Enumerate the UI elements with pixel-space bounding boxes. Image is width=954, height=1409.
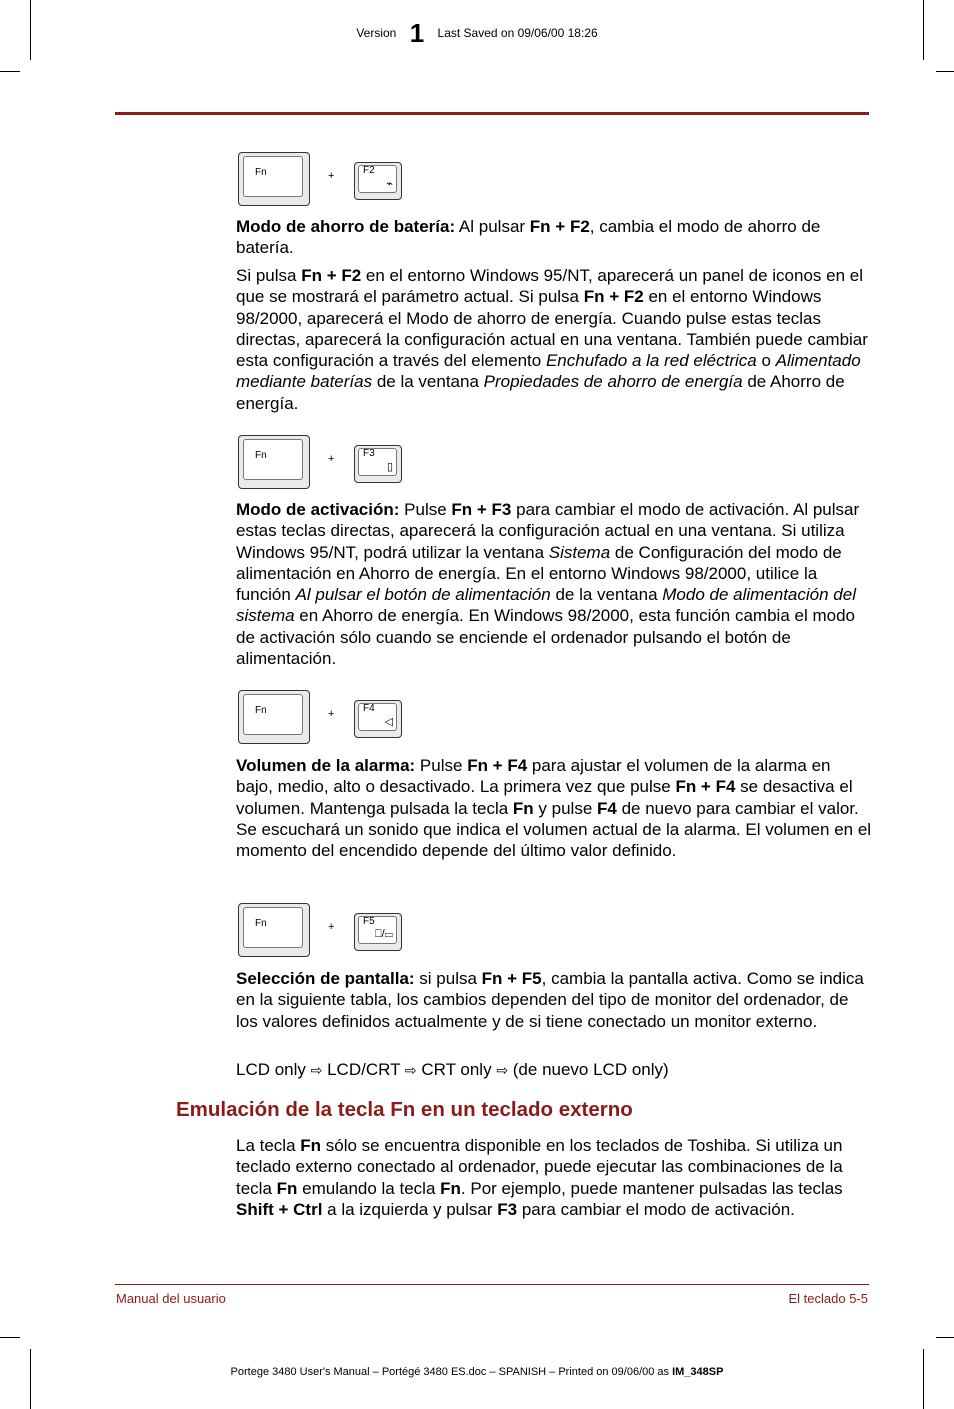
paragraph-emulation: La tecla Fn sólo se encuentra disponible en los teclados de Toshiba. Si utiliza un teclado externo conectado al ordenador, puede ejecutar las combinaciones de la tecla Fn emulando la tecla Fn. Por ejemplo, puede mantener pulsadas las teclas Shift + Ctrl a la izquierda y pulsar F3 para cambiar el modo de activación. <box>236 1136 843 1219</box>
f2-key-icon: F2 ⌁ <box>354 162 402 200</box>
f3-key-icon: F3 ▯ <box>354 445 402 483</box>
fn-key-icon: Fn <box>238 152 310 206</box>
crop-mark <box>923 1349 924 1409</box>
last-saved: Last Saved on 09/06/00 18:26 <box>437 26 598 40</box>
section-heading: Emulación de la tecla Fn en un teclado externo <box>176 1098 633 1121</box>
paragraph-display-cycle: LCD only ⇨ LCD/CRT ⇨ CRT only ⇨ (de nuevo LCD only) <box>236 1060 669 1079</box>
arrow-icon: ⇨ <box>496 1062 509 1078</box>
plus-sign: + <box>328 708 335 720</box>
paragraph-f3: Modo de activación: Pulse Fn + F3 para cambiar el modo de activación. Al pulsar estas teclas directas, aparecerá la configuración actual en una ventana. Si utiliza Windows 95/NT, podrá utilizar la ventana Sistema de Configuración del modo de alimentación en Ahorro de energía. En el entorno Windows 98/2000, utilice la función Al pulsar el botón de alimentación de la ventana Modo de alimentación del sistema en Ahorro de energía. En Windows 98/2000, esta función cambia el modo de activación sólo cuando se enciende el ordenador pulsando el botón de alimentación. <box>236 500 860 669</box>
paragraph-f2-intro: Modo de ahorro de batería: Al pulsar Fn + F2, cambia el modo de ahorro de batería. <box>236 217 821 258</box>
crop-mark <box>936 71 954 72</box>
footer-rule <box>115 1284 869 1285</box>
footer-manual-title: Manual del usuario <box>116 1291 226 1306</box>
display-icon: ⎕/▭ <box>374 928 393 940</box>
fn-key-icon: Fn <box>238 690 310 744</box>
key-combo-fn-f5 <box>238 903 438 959</box>
arrow-icon: ⇨ <box>310 1062 323 1078</box>
battery-icon: ⌁ <box>386 178 393 190</box>
key-combo-fn-f4 <box>238 690 438 746</box>
plus-sign: + <box>328 453 335 465</box>
f4-key-icon: F4 ◁ <box>354 700 402 738</box>
key-combo-fn-f3 <box>238 435 438 491</box>
crop-mark <box>0 71 20 72</box>
footer-page-number: El teclado 5-5 <box>788 1291 868 1306</box>
paragraph-f5: Selección de pantalla: si pulsa Fn + F5, cambia la pantalla activa. Como se indica en la siguiente tabla, los cambios dependen del tipo de monitor del ordenador, de los valores definidos actualmente y de si tiene conectado un monitor externo. <box>236 969 864 1031</box>
speaker-icon: ◁ <box>384 716 393 728</box>
crop-mark <box>30 1349 31 1409</box>
key-combo-fn-f2 <box>238 152 438 208</box>
plus-sign: + <box>328 170 335 182</box>
paragraph-f4: Volumen de la alarma: Pulse Fn + F4 para ajustar el volumen de la alarma en bajo, medio, alto o desactivado. La primera vez que pulse Fn + F4 se desactiva el volumen. Mantenga pulsada la tecla Fn y pulse F4 de nuevo para cambiar el valor. Se escuchará un sonido que indica el volumen actual de la alarma. El volumen en el momento del encendido depende del último valor definido. <box>236 756 872 861</box>
fn-key-icon: Fn <box>238 435 310 489</box>
f5-key-icon: F5 ⎕/▭ <box>354 913 402 951</box>
lock-icon: ▯ <box>386 461 393 473</box>
arrow-icon: ⇨ <box>404 1062 417 1078</box>
version-number: 1 <box>409 18 425 48</box>
fn-key-icon: Fn <box>238 903 310 957</box>
crop-mark <box>936 1337 954 1338</box>
plus-sign: + <box>328 921 335 933</box>
page-header <box>0 18 954 49</box>
crop-mark <box>0 1337 20 1338</box>
paragraph-f2-detail: Si pulsa Fn + F2 en el entorno Windows 95/NT, aparecerá un panel de iconos en el que se mostrará el parámetro actual. Si pulsa Fn + F2 en el entorno Windows 98/2000, aparecerá el Modo de ahorro de energía. Cuando pulse estas teclas directas, aparecerá la configuración actual en una ventana. También puede cambiar esta configuración a través del elemento Enchufado a la red eléctrica o Alimentado mediante baterías de la ventana Propiedades de ahorro de energía de Ahorro de energía. <box>236 266 868 413</box>
print-info: Portege 3480 User's Manual – Portégé 3480 ES.doc – SPANISH – Printed on 09/06/00 as IM_348SP <box>230 1366 724 1378</box>
version-label: Version <box>356 26 397 40</box>
header-rule <box>115 112 869 115</box>
